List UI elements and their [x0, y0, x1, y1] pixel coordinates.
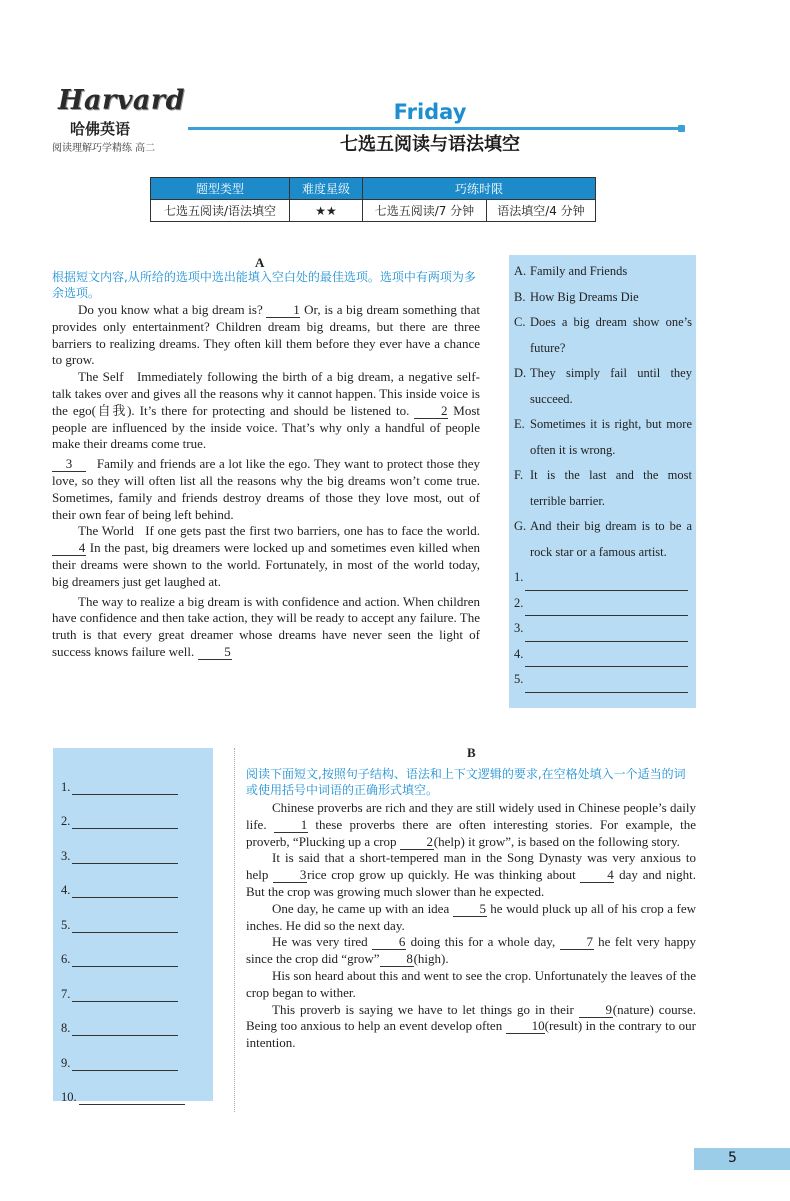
- text: Do you know what a big dream is?: [78, 302, 263, 317]
- option-text: How Big Dreams Die: [530, 289, 639, 304]
- answer-number: 6.: [61, 952, 71, 966]
- answer-line[interactable]: [72, 1019, 178, 1036]
- blank-b-3: 3: [273, 868, 307, 883]
- section-title: 七选五阅读与语法填空: [340, 134, 520, 155]
- option-letter: G.: [514, 519, 527, 533]
- answer-line[interactable]: [525, 572, 688, 591]
- answer-number: 2.: [514, 595, 524, 610]
- option-letter: B.: [514, 289, 526, 304]
- cell-difficulty-stars: ★★: [290, 200, 363, 222]
- section-b-heading: B: [467, 745, 476, 760]
- blank-a-1: 1: [266, 303, 300, 318]
- answer-b-7[interactable]: [61, 967, 203, 1002]
- blank-b-7: 7: [560, 935, 594, 950]
- option-d: [514, 361, 692, 412]
- option-c: [514, 310, 692, 361]
- answer-number: 10.: [61, 1090, 77, 1104]
- cell-time-grammar: 语法填空/4 分钟: [486, 200, 595, 222]
- answer-number: 1.: [514, 570, 524, 584]
- text: Family and friends are a lot like the ego. They want to protect those they love, so they will often list all the reasons why the big dreams won’t come true. Sometimes, family and friends destroy dreams of those they love most, out of their own fear of being left behind.: [52, 456, 480, 522]
- passage-a-paragraph-2: [52, 369, 480, 453]
- answer-line[interactable]: [72, 916, 178, 933]
- option-letter: A.: [514, 264, 527, 278]
- passage-b-paragraph-2: [246, 850, 696, 900]
- option-text: Does a big dream show one’s future?: [530, 315, 692, 355]
- option-f: [514, 463, 692, 514]
- blank-b-1: 1: [274, 818, 308, 833]
- answer-line[interactable]: [72, 985, 178, 1002]
- info-table-header: [151, 178, 596, 200]
- option-text: They simply fail until they succeed.: [530, 366, 692, 406]
- option-text: It is the last and the most terrible barrier.: [530, 468, 692, 508]
- header-difficulty: 难度星级: [290, 178, 363, 200]
- answer-line[interactable]: [525, 648, 688, 667]
- answer-b-4[interactable]: [61, 864, 203, 899]
- page-number: 5: [728, 1150, 737, 1166]
- cell-question-type: 七选五阅读/语法填空: [151, 200, 290, 222]
- answer-number: 8.: [61, 1021, 71, 1035]
- text: (nature) course. Being too anxious to help an event develop often: [246, 1001, 696, 1034]
- answer-b-10[interactable]: [61, 1071, 203, 1106]
- text: If one gets past the first two barriers, one has to face the world.: [145, 523, 481, 539]
- section-a-heading: A: [255, 255, 265, 270]
- option-letter: E.: [514, 417, 525, 431]
- passage-b-paragraph-6: [246, 1002, 696, 1052]
- answer-a-3[interactable]: [514, 616, 692, 642]
- passage-b-paragraph-4: [246, 934, 696, 968]
- answer-line[interactable]: [72, 1054, 178, 1071]
- answer-line[interactable]: [525, 674, 688, 693]
- text: he would pluck up all of his crop a few inches. He did so the next day.: [246, 900, 697, 933]
- answer-b-3[interactable]: [61, 829, 203, 864]
- text: he felt very happy since the crop did “grow”: [246, 934, 697, 967]
- text: The way to realize a big dream is with confidence and action. When children have confidence and then take action, they will be ready to accept any failure. The truth is that every great dreamer whose dreams have never seen the light of success knows failure well.: [52, 593, 480, 659]
- text: Chinese proverbs are rich and they are still widely used in Chinese people’s daily life.: [246, 800, 696, 832]
- brand-logo-text: Harvard: [58, 85, 186, 116]
- option-text: Family and Friends: [530, 264, 628, 278]
- blank-b-5: 5: [453, 902, 487, 917]
- blank-a-5: 5: [198, 645, 232, 660]
- day-title: Friday: [393, 100, 467, 124]
- options-box: [509, 255, 696, 708]
- info-table: [150, 177, 596, 222]
- answer-number: 1.: [61, 779, 71, 794]
- option-a: [514, 259, 692, 285]
- answer-number: 7.: [61, 986, 71, 1001]
- text: Or, is a big dream something that provides only entertainment? Children dream big dreams, but there are three barriers to realizing dreams. They often kill them before they ever have a chance to grow.: [52, 302, 481, 368]
- header-divider-end: [678, 125, 685, 132]
- text: doing this for a whole day,: [410, 934, 556, 950]
- text: One day, he came up with an idea: [272, 900, 450, 916]
- answer-line[interactable]: [72, 778, 178, 795]
- page-number-tab: [694, 1148, 790, 1170]
- blank-a-4: 4: [52, 541, 86, 556]
- option-text: Sometimes it is right, but more often it is wrong.: [530, 417, 692, 457]
- answer-number: 5.: [61, 917, 71, 932]
- answer-line[interactable]: [72, 812, 178, 829]
- blank-a-3: 3: [52, 457, 86, 472]
- passage-b-paragraph-3: [246, 901, 696, 935]
- blank-b-8: 8: [380, 952, 414, 967]
- answer-a-1[interactable]: [514, 565, 692, 591]
- passage-a: [52, 302, 480, 661]
- option-letter: D.: [514, 366, 527, 380]
- blank-b-9: 9: [579, 1003, 613, 1018]
- answer-b-5[interactable]: [61, 898, 203, 933]
- answer-number: 3.: [61, 848, 71, 863]
- text: Immediately following the birth of a big dream, a negative self-talk takes over and gives all the reasons why it cannot happen. This inside voice is the ego(自我). It’s there for protecting and should be listened to.: [52, 369, 481, 418]
- passage-b-paragraph-5: [246, 968, 696, 1002]
- blank-b-4: 4: [580, 868, 614, 883]
- answer-b-6[interactable]: [61, 933, 203, 968]
- answer-line[interactable]: [72, 881, 178, 898]
- brand-subtitle: 阅读理解巧学精练 高二: [52, 143, 156, 154]
- passage-b: [246, 800, 696, 1052]
- text: It is said that a short-tempered man in the Song Dynasty was very anxious to help: [246, 850, 696, 883]
- section-b-instruction: 阅读下面短文,按照句子结构、语法和上下文逻辑的要求,在空格处填入一个适当的词或使用括号中词语的正确形式填空。: [246, 767, 686, 797]
- text: His son heard about this and went to see the crop. Unfortunately the leaves of the crop began to wither.: [246, 967, 696, 1000]
- subheading: The Self: [78, 369, 124, 385]
- answer-line[interactable]: [525, 623, 688, 642]
- answer-b-2[interactable]: [61, 795, 203, 830]
- option-text: And their big dream is to be a rock star or a famous artist.: [530, 519, 692, 559]
- option-letter: C.: [514, 315, 526, 329]
- answer-a-2[interactable]: [514, 591, 692, 617]
- text: these proverbs there are often interesting stories. For example, the proverb, “Plucking up a crop: [246, 816, 697, 849]
- text: Most people are influenced by the inside voice. That’s why only a handful of people make their dreams come true.: [52, 402, 480, 452]
- answer-number: 4.: [514, 646, 524, 661]
- answer-a-5[interactable]: [514, 667, 692, 693]
- header-question-type: 题型类型: [151, 178, 290, 200]
- text: (result) in the contrary to our intention.: [246, 1018, 697, 1051]
- answer-line[interactable]: [525, 597, 688, 616]
- answer-number: 4.: [61, 883, 71, 897]
- brand-chinese-name: 哈佛英语: [70, 120, 131, 138]
- passage-a-paragraph-5: [52, 594, 480, 661]
- subheading: The World: [78, 523, 134, 539]
- info-table-row: [151, 200, 596, 222]
- answer-line[interactable]: [72, 950, 178, 967]
- answer-number: 5.: [514, 672, 524, 686]
- option-g: [514, 514, 692, 565]
- passage-a-paragraph-1: [52, 302, 480, 369]
- blank-b-10: 10: [506, 1019, 545, 1034]
- cell-time-reading: 七选五阅读/7 分钟: [363, 200, 487, 222]
- blank-b-2: 2: [400, 835, 434, 850]
- text: (help) it grow”, is based on the following story.: [433, 833, 680, 849]
- answer-line[interactable]: [72, 847, 178, 864]
- passage-b-paragraph-1: [246, 800, 696, 850]
- option-b: [514, 285, 692, 311]
- answer-line[interactable]: [79, 1088, 185, 1105]
- answer-b-9[interactable]: [61, 1036, 203, 1071]
- answer-b-1[interactable]: [61, 760, 203, 795]
- header-time-limit: 巧练时限: [363, 178, 596, 200]
- vertical-divider: [234, 748, 235, 1112]
- answer-a-4[interactable]: [514, 642, 692, 668]
- text: day and night. But the crop was growing much slower than he expected.: [246, 867, 697, 899]
- section-a-instruction: 根据短文内容,从所给的选项中选出能填入空白处的最佳选项。选项中有两项为多余选项。: [52, 270, 476, 300]
- blank-b-6: 6: [372, 935, 406, 950]
- option-letter: F.: [514, 468, 524, 482]
- text: This proverb is saying we have to let things go in their: [272, 1001, 574, 1017]
- answer-number: 9.: [61, 1055, 71, 1070]
- answer-number: 2.: [61, 814, 71, 828]
- passage-a-paragraph-4: [52, 523, 480, 590]
- text: rice crop grow up quickly. He was thinking about: [307, 867, 576, 883]
- option-e: [514, 412, 692, 463]
- blank-a-2: 2: [414, 404, 448, 419]
- answers-b-box: [53, 748, 213, 1104]
- text: He was very tired: [272, 934, 368, 950]
- answer-number: 3.: [514, 621, 524, 635]
- passage-a-paragraph-3: [52, 456, 480, 523]
- answer-b-8[interactable]: [61, 1002, 203, 1037]
- text: (high).: [413, 951, 449, 967]
- text: In the past, big dreamers were locked up and sometimes even killed when their dreams were shown to the world. Fortunately, in most of the world today, big dreamers just get laughed at.: [52, 540, 480, 589]
